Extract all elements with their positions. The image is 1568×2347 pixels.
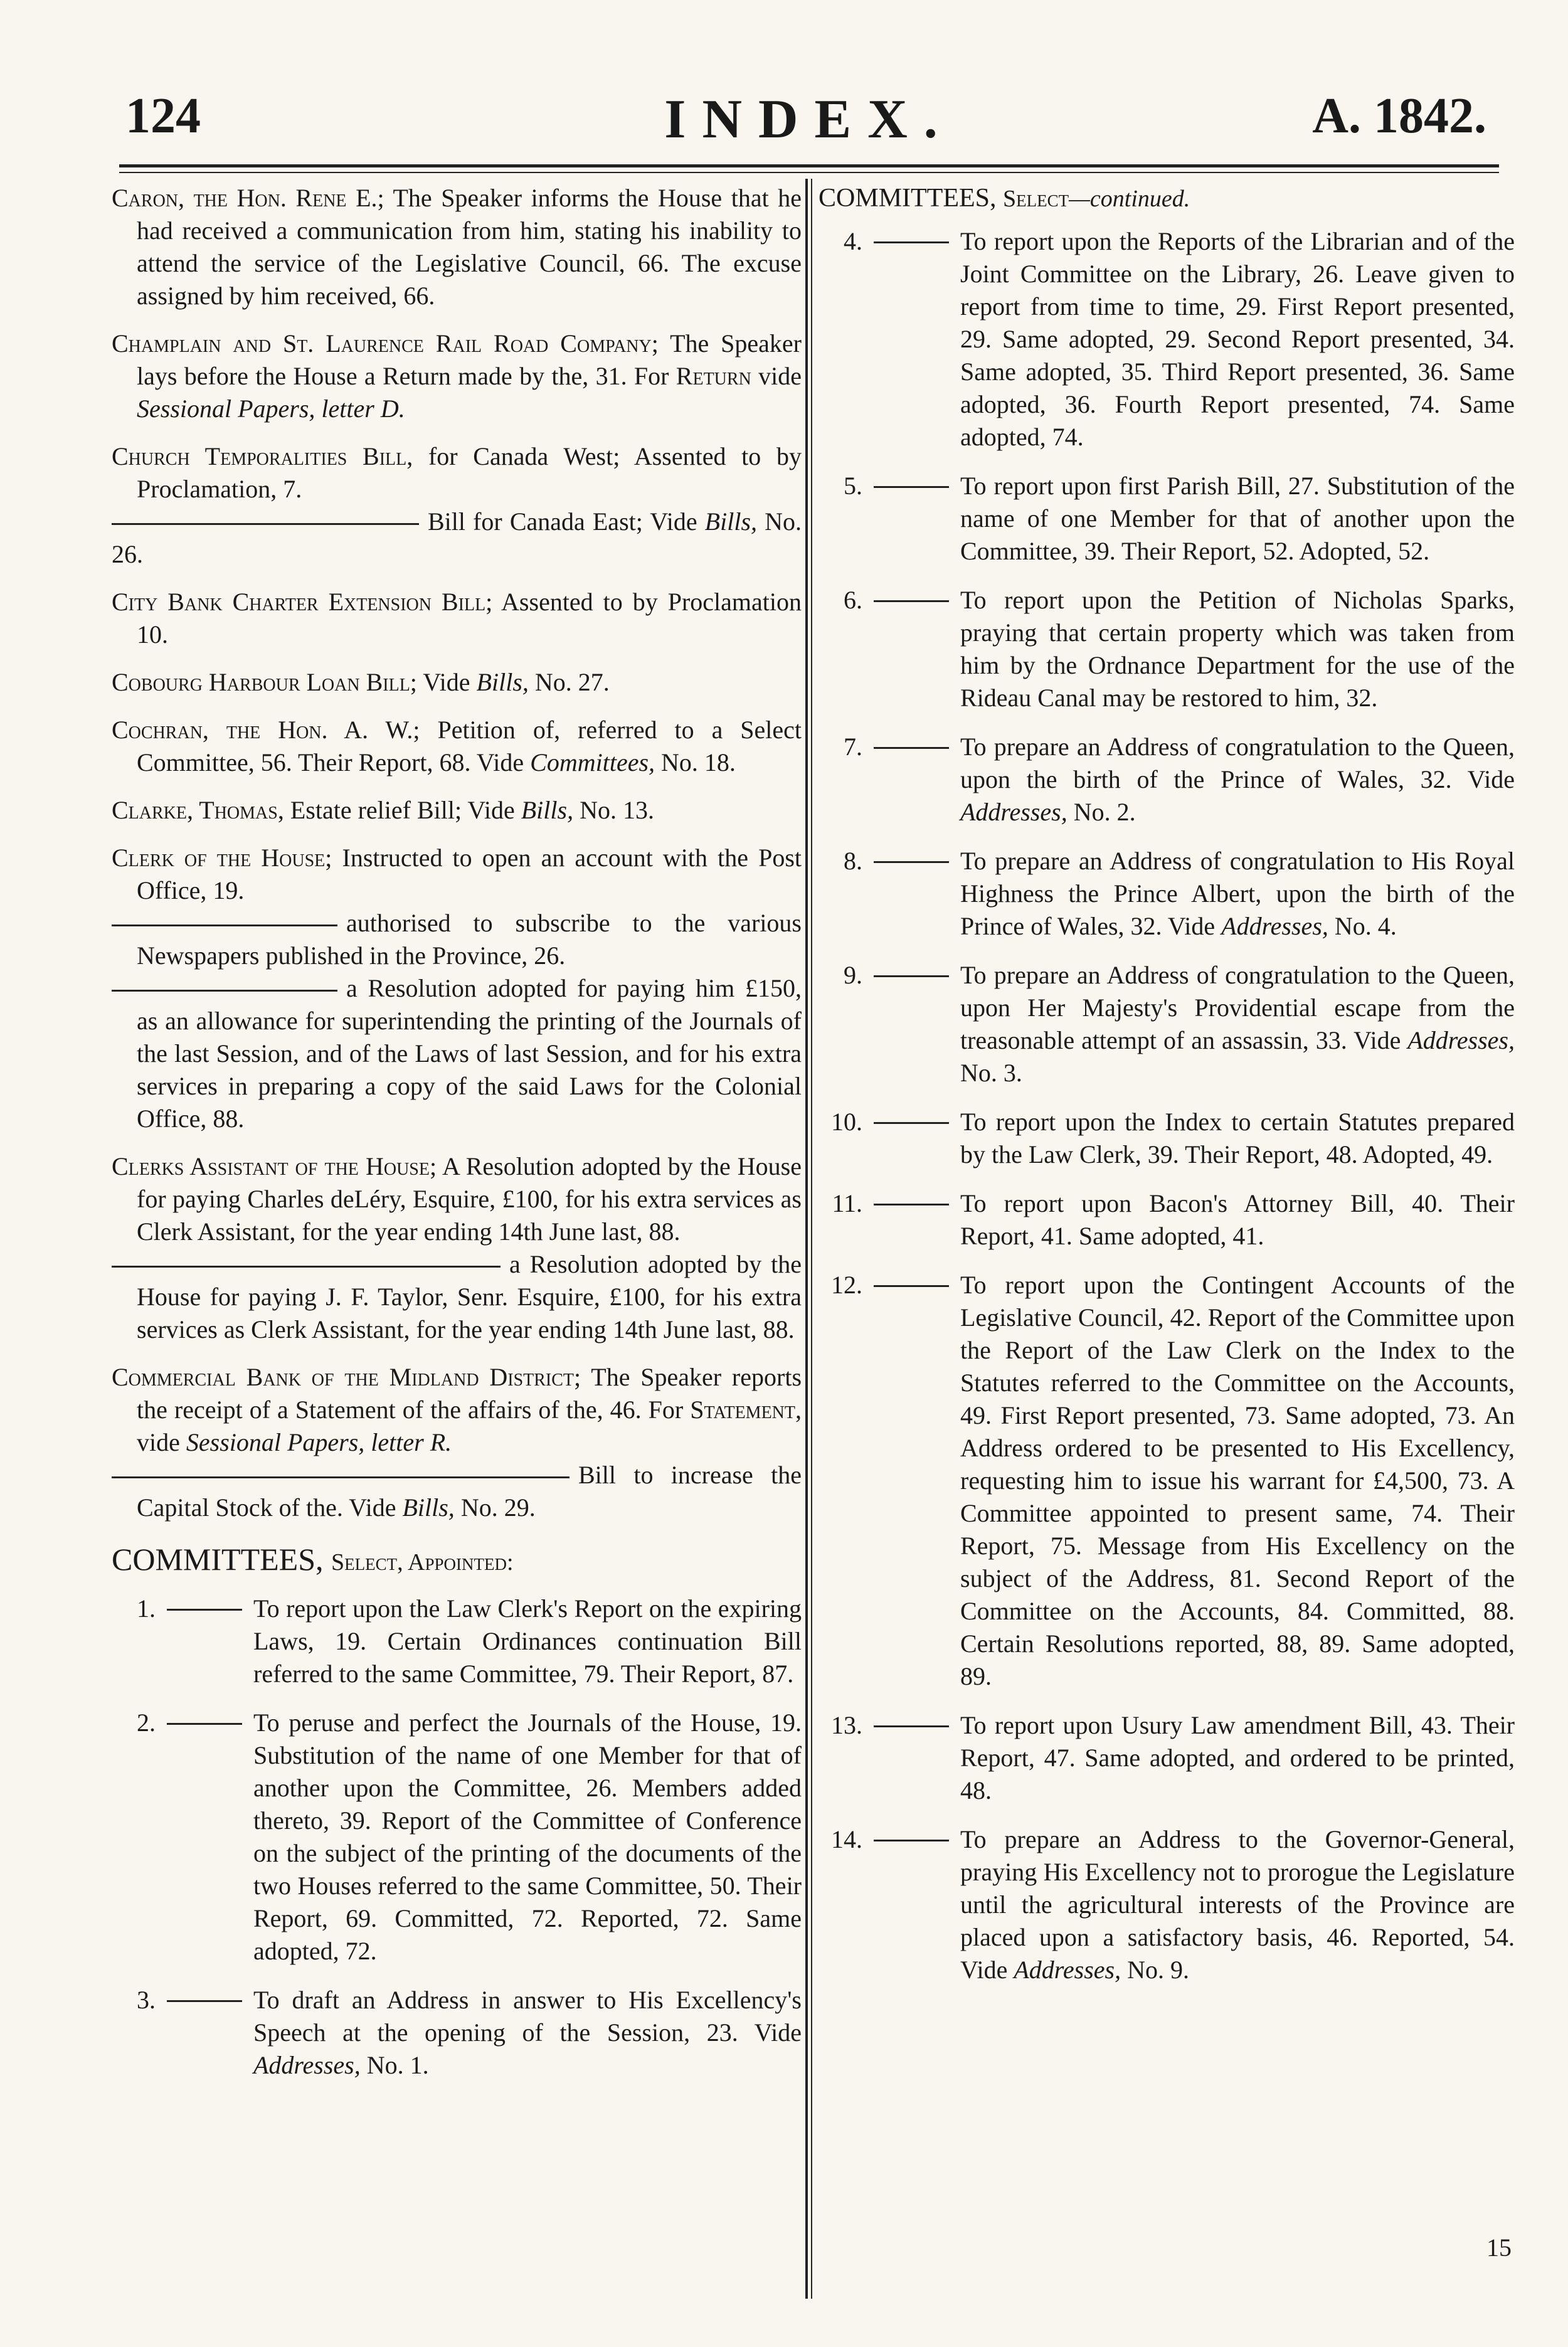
- entry-heading: Church Temporalities Bill,: [112, 442, 413, 470]
- item-text: To report upon the Contingent Accounts of the Legislative Council, 42. Report of the Committee upon the Report of the Law Clerk on the Index to the Statutes referred to the Committee on the Accounts, 49. First Report presented, 73. Same adopted, 73. An Address ordered to be presented to His Excellency, requesting him to issue his warrant for £4,500, 73. A Committee appointed to present same, 74. Their Report, 75. Message from His Excellency on the subject of the Address, 81. Second Report of the Committee on the Accounts, 84. Committed, 88. Certain Resolutions reported, 88, 89. Same adopted, 89.: [960, 1271, 1515, 1690]
- ditto-rule: [874, 1122, 949, 1124]
- item-text: [960, 845, 1515, 943]
- item-text-main: To prepare an Address of congratulation to the Queen, upon Her Majesty's Providential escape from the treasonable attempt of an assassin, 33. Vide: [960, 961, 1515, 1054]
- page-title: INDEX.: [664, 89, 954, 150]
- heading-continued: —continued.: [1069, 186, 1190, 212]
- ditto-rule: [874, 1285, 949, 1287]
- column-divider-b: [811, 179, 812, 2299]
- ditto-rule: [167, 1609, 242, 1611]
- entry-text: Estate relief Bill; Vide: [283, 796, 521, 824]
- entry-text: ; Vide: [410, 668, 477, 696]
- item-text: [960, 959, 1515, 1089]
- committees-continued-heading: [818, 182, 1515, 215]
- entry-text: , vide: [137, 1396, 802, 1456]
- item-text: To report upon first Parish Bill, 27. Substitution of the name of one Member for that of another upon the Committee, 39. Their Report, 52. Adopted, 52.: [960, 472, 1515, 565]
- signature-mark: 15: [1486, 2233, 1512, 2262]
- committee-item-2: [112, 1707, 802, 1968]
- entry-heading: Champlain and St. Laurence Rail Road Company;: [112, 329, 659, 358]
- ditto-rule: [874, 600, 949, 602]
- item-text: To report upon the Reports of the Librarian and of the Joint Committee on the Library, 26. Leave given to report from time to time, 29. First Report presented, 29. Same adopted, 29. Second Report presented, 34. Same adopted, 35. Third Report presented, 36. Same adopted, 36. Fourth Report presented, 74. Same adopted, 74.: [960, 227, 1515, 451]
- column-divider-a: [805, 179, 808, 2299]
- entry-commercial-bank-cont: [112, 1459, 802, 1524]
- heading-sub: Select: [1003, 186, 1069, 212]
- ditto-rule: [167, 1723, 242, 1725]
- entry-text: No. 26.: [112, 507, 802, 568]
- committee-item-13: [818, 1709, 1515, 1807]
- entry-clarke: [112, 794, 802, 827]
- entry-clerk-cont-2: [112, 972, 802, 1135]
- entry-champlain: [112, 327, 802, 425]
- entry-ref-italic: Sessional Papers, letter D.: [137, 395, 405, 423]
- entry-heading: Clerk of the House: [112, 844, 326, 872]
- entry-caron: [112, 182, 802, 312]
- header-year: A. 1842.: [1312, 88, 1486, 144]
- item-number: 14.: [831, 1825, 862, 1853]
- entry-church: [112, 440, 802, 506]
- entry-clerk-cont-1: [112, 907, 802, 972]
- entry-clerks-assistant: [112, 1150, 802, 1248]
- item-number: 5.: [844, 472, 862, 500]
- item-text-main: To draft an Address in answer to His Excellency's Speech at the opening of the Session, 23. Vide: [253, 1986, 802, 2047]
- item-text: To report upon the Petition of Nicholas Sparks, praying that certain property which was taken from him by the Ordnance Department for the use of the Rideau Canal may be restored to him, 32.: [960, 586, 1515, 712]
- entry-text: vide: [751, 362, 802, 390]
- entry-ref-italic: Sessional Papers, letter R.: [186, 1428, 452, 1456]
- left-column: [112, 182, 802, 2098]
- entry-ref: Return: [675, 362, 751, 390]
- ditto-rule: [112, 924, 337, 926]
- entry-heading: Commercial Bank of the Midland District: [112, 1363, 575, 1391]
- entry-church-cont: [112, 506, 802, 571]
- entry-ref-italic: Addresses,: [1221, 912, 1328, 940]
- entry-ref-italic: Bills,: [704, 507, 758, 536]
- committee-item-14: [818, 1823, 1515, 1986]
- ditto-rule: [874, 975, 949, 977]
- committees-heading: [112, 1539, 802, 1582]
- entry-ref-italic: Addresses,: [1407, 1026, 1515, 1054]
- right-column: [818, 182, 1515, 2003]
- header-rule-thick: [119, 164, 1499, 167]
- entry-ref: Statement: [690, 1396, 795, 1424]
- ditto-rule: [874, 861, 949, 863]
- item-text: To report upon the Index to certain Statutes prepared by the Law Clerk, 39. Their Report, 48. Adopted, 49.: [960, 1108, 1515, 1168]
- entry-text: The Speaker lays before the House a Return made by the, 31. For: [137, 329, 802, 390]
- item-number: 13.: [831, 1711, 862, 1739]
- committee-item-11: [818, 1187, 1515, 1253]
- committee-item-9: [818, 959, 1515, 1089]
- item-text: [960, 1823, 1515, 1986]
- entry-text: authorised to subscribe to the various Newspapers published in the Province, 26.: [137, 909, 802, 970]
- entry-clerks-assistant-cont: [112, 1248, 802, 1346]
- ditto-rule: [874, 486, 949, 488]
- item-text-tail: No. 3.: [960, 1059, 1022, 1087]
- entry-text: Bill to increase the Capital Stock of the. Vide: [137, 1461, 802, 1522]
- entry-text: a Resolution adopted by the House for paying J. F. Taylor, Senr. Esquire, £100, for his extra services as Clerk Assistant, for the year ending 14th June last, 88.: [137, 1250, 802, 1343]
- item-number: 12.: [831, 1271, 862, 1299]
- entry-text: a Resolution adopted for paying him £150, as an allowance for superintending the printing of the Journals of the last Session, and of the Laws of last Session, and for his extra services in preparing a copy of the said Laws for the Colonial Office, 88.: [137, 974, 802, 1133]
- ditto-rule: [112, 1266, 501, 1268]
- page-number: 124: [125, 88, 201, 144]
- entry-text: No. 13.: [573, 796, 654, 824]
- ditto-rule: [874, 1840, 949, 1841]
- committee-item-7: [818, 731, 1515, 829]
- entry-text: ; Assented to by Proclamation 10.: [137, 588, 802, 649]
- item-text-tail: No. 1.: [360, 2051, 429, 2079]
- entry-text: ; The Speaker informs the House that he had received a communication from him, stating his inability to attend the service of the Legislative Council, 66. The excuse assigned by him received, 66.: [137, 184, 802, 310]
- entry-text: for Canada West; Assented to by Proclamation, 7.: [137, 442, 802, 503]
- item-number: 7.: [844, 733, 862, 761]
- item-number: 11.: [832, 1189, 862, 1217]
- entry-text: ; The Speaker reports the receipt of a Statement of the affairs of the, 46. For: [137, 1363, 802, 1424]
- item-text: To peruse and perfect the Journals of the House, 19. Substitution of the name of one Member for that of another upon the Committee, 26. Members added thereto, 39. Report of the Committee of Conference on the subject of the printing of the documents of the two Houses referred to the same Committee, 50. Their Report, 69. Committed, 72. Reported, 72. Same adopted, 72.: [253, 1709, 802, 1965]
- heading-main: COMMITTEES,: [112, 1542, 324, 1577]
- ditto-rule: [874, 1204, 949, 1205]
- entry-ref-italic: Bills,: [476, 668, 529, 696]
- item-number: 1.: [137, 1594, 156, 1623]
- item-text: [960, 731, 1515, 829]
- entry-text: ; A Resolution adopted by the House for paying Charles deLéry, Esquire, £100, for his extra services as Clerk Assistant, for the year ending 14th June last, 88.: [137, 1152, 802, 1246]
- entry-city-bank: [112, 586, 802, 651]
- entry-clerk: [112, 842, 802, 907]
- entry-text: Bill for Canada East; Vide: [428, 507, 705, 536]
- entry-ref-italic: Bills,: [402, 1493, 455, 1522]
- ditto-rule: [112, 523, 419, 525]
- running-header: [119, 88, 1499, 157]
- item-text-main: To prepare an Address to the Governor-General, praying His Excellency not to prorogue the Legislature until the agricultural interests of the Province are placed upon a satisfactory basis, 46. Reported, 54. Vide: [960, 1825, 1515, 1984]
- item-text-tail: No. 9.: [1121, 1956, 1189, 1984]
- item-text: To report upon the Law Clerk's Report on the expiring Laws, 19. Certain Ordinances continuation Bill referred to the same Committee, 79. Their Report, 87.: [253, 1594, 802, 1688]
- committee-item-4: [818, 225, 1515, 453]
- entry-ref-italic: Addresses,: [960, 798, 1067, 826]
- committee-item-3: [112, 1984, 802, 2082]
- item-text: To report upon Usury Law amendment Bill, 43. Their Report, 47. Same adopted, and ordered to be printed, 48.: [960, 1711, 1515, 1804]
- item-text-tail: No. 2.: [1067, 798, 1136, 826]
- entry-ref-italic: Addresses,: [1014, 1956, 1121, 1984]
- entry-heading: Clerks Assistant of the House: [112, 1152, 430, 1180]
- item-number: 4.: [844, 227, 862, 255]
- committee-item-1: [112, 1592, 802, 1690]
- item-number: 10.: [831, 1108, 862, 1136]
- ditto-rule: [167, 2000, 242, 2002]
- header-rule-thin: [119, 172, 1499, 173]
- entry-commercial-bank: [112, 1361, 802, 1459]
- heading-sub: Select, Appointed:: [331, 1549, 514, 1576]
- committee-item-8: [818, 845, 1515, 943]
- committee-item-6: [818, 584, 1515, 714]
- entry-heading: Caron, the Hon. Rene E.: [112, 184, 378, 212]
- entry-ref-italic: Bills,: [521, 796, 574, 824]
- ditto-rule: [112, 1476, 569, 1478]
- entry-ref-italic: Addresses,: [253, 2051, 361, 2079]
- ditto-rule: [874, 747, 949, 749]
- ditto-rule: [874, 1725, 949, 1727]
- item-number: 9.: [844, 961, 862, 989]
- ditto-rule: [874, 241, 949, 243]
- item-text-main: To prepare an Address of congratulation to His Royal Highness the Prince Albert, upon the birth of the Prince of Wales, 32. Vide: [960, 847, 1515, 940]
- item-text-tail: No. 4.: [1328, 912, 1397, 940]
- entry-text: No. 18.: [655, 748, 736, 776]
- item-number: 3.: [137, 1986, 156, 2014]
- entry-text: ; Petition of, referred to a Select Committee, 56. Their Report, 68. Vide: [137, 716, 802, 776]
- item-number: 8.: [844, 847, 862, 875]
- committee-item-5: [818, 470, 1515, 568]
- ditto-rule: [112, 990, 337, 992]
- entry-ref-italic: Committees,: [530, 748, 655, 776]
- item-text-main: To prepare an Address of congratulation to the Queen, upon the birth of the Prince of Wales, 32. Vide: [960, 733, 1515, 793]
- entry-cochran: [112, 714, 802, 779]
- item-text: To report upon Bacon's Attorney Bill, 40. Their Report, 41. Same adopted, 41.: [960, 1189, 1515, 1250]
- entry-heading: City Bank Charter Extension Bill: [112, 588, 486, 616]
- item-number: 2.: [137, 1709, 156, 1737]
- committee-item-10: [818, 1106, 1515, 1171]
- entry-cobourg: [112, 666, 802, 699]
- item-text: [253, 1984, 802, 2082]
- item-number: 6.: [844, 586, 862, 614]
- entry-text: ; Instructed to open an account with the Post Office, 19.: [137, 844, 802, 904]
- entry-heading: Clarke, Thomas,: [112, 796, 284, 824]
- committee-item-12: [818, 1269, 1515, 1693]
- entry-heading: Cochran, the Hon. A. W.: [112, 716, 413, 744]
- entry-heading: Cobourg Harbour Loan Bill: [112, 668, 410, 696]
- entry-text: No. 27.: [528, 668, 610, 696]
- heading-main: COMMITTEES,: [818, 184, 997, 213]
- entry-text: No. 29.: [454, 1493, 536, 1522]
